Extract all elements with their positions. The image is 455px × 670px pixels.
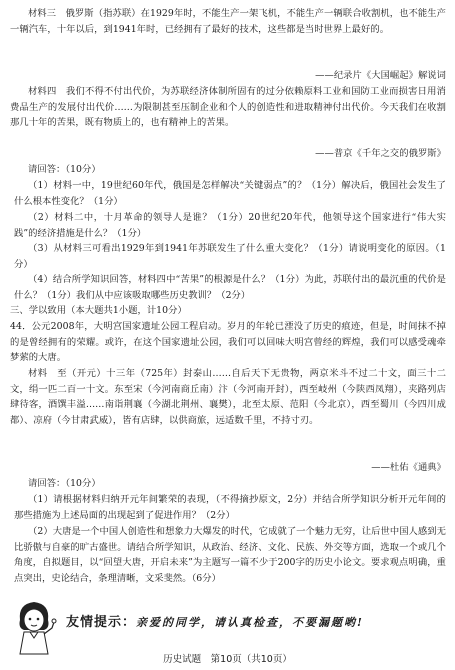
question-intro-2: 请回答：（10分） xyxy=(28,478,101,489)
material-tang-text: 材料 至（开元）十三年（725年）封泰山……自后天下无贵物，两京米斗不过二十文，面三十二文，绢一匹二百一十文。东至宋（今河南商丘南）汴（今河南开封），西至岐州（今陕西凤翔），夹路列店肆待客，酒馔丰溢……南诣荆襄（今湖北荆州、襄樊），北至太原、范阳（今北京），西至蜀川（今四川成都）、凉府（今甘肃武威），皆有店肆，以供商旅，远适数千里，不持寸刃。 xyxy=(10,368,446,426)
material-4-source: ——普京《千年之交的俄罗斯》 xyxy=(315,148,446,159)
material-3-text: 材料三 俄罗斯（指苏联）在1929年时，不能生产一架飞机，不能生产一辆联合收割机，也不能生产一辆汽车，十年以后，到1941年时，已经拥有了最好的技术，这些都是当时世界上最好的。 xyxy=(10,8,446,35)
friendly-tip xyxy=(66,611,364,630)
student-cartoon-icon xyxy=(10,598,58,656)
material-3-source: ——纪录片《大国崛起》解说词 xyxy=(315,70,446,81)
tip-label: 友情提示： xyxy=(66,615,137,630)
question-2: （2）材料二中，十月革命的领导人是谁？（1分）20世纪20年代，他领导这个国家进行“伟大实践”的经济措施是什么？（1分） xyxy=(14,212,446,239)
section-3-heading: 三、学以致用（本大题共1小题，计10分） xyxy=(10,305,187,316)
question-44-stem: 44．公元2008年，大明宫国家遗址公园工程启动。岁月的年轮已湮没了历史的痕迹，但是，时间抹不掉的是曾经拥有的荣耀。或许，在这个国家遗址公园，我们可以回味大明宫曾经的辉煌，我们可以感受魂牵梦萦的大唐。 xyxy=(10,321,446,364)
question-3: （3）从材料三可看出1929年到1941年苏联发生了什么重大变化？（1分）请说明变化的原因。（1分） xyxy=(14,243,446,270)
page-footer: 历史试题 第10页（共10页） xyxy=(163,654,292,665)
question-intro: 请回答：（10分） xyxy=(28,164,101,175)
question-4: （4）结合所学知识回答，材料四中“苦果”的根源是什么？（1分）为此，苏联付出的最沉重的代价是什么？（1分）我们从中应该吸取哪些历史教训？（2分） xyxy=(14,274,446,301)
question-1: （1）材料一中，19世纪60年代，俄国是怎样解决“关键弱点”的？（1分）解决后，俄国社会发生了什么根本性变化？（1分） xyxy=(14,180,446,207)
material-tang-source: ——杜佑《通典》 xyxy=(371,462,446,473)
tip-text: 亲爱的同学，请认真检查，不要漏题哟! xyxy=(136,616,364,629)
material-4-text: 材料四 我们不得不付出代价，为苏联经济体制所固有的过分依赖原料工业和国防工业而损害日用消费品生产的发展付出代价……为限制甚至压制企业和个人的创造性和进取精神付出代价。今天我们在收割那几十年的苦果，既有物质上的，也有精神上的苦果。 xyxy=(10,86,446,129)
question-44-part-1: （1）请根据材料归纳开元年间繁荣的表现，（不得摘抄原文，2分）并结合所学知识分析开元年间的那些措施为上述局面的出现起到了促进作用？（2分） xyxy=(14,494,446,521)
question-44-part-2: （2）大唐是一个中国人创造性和想象力大爆发的时代，它成就了一个魅力无穷，让后世中国人感到无比骄傲与自豪的旷古盛世。请结合所学知识，从政治、经济、文化、民族、外交等方面，选取一个或几个角度，自拟题目，以“回望大唐，开启未来”为主题写一篇不少于200字的历史小论文。要求观点明确，重点突出，史论结合，条理清晰，文采斐然。（6分） xyxy=(14,526,446,584)
